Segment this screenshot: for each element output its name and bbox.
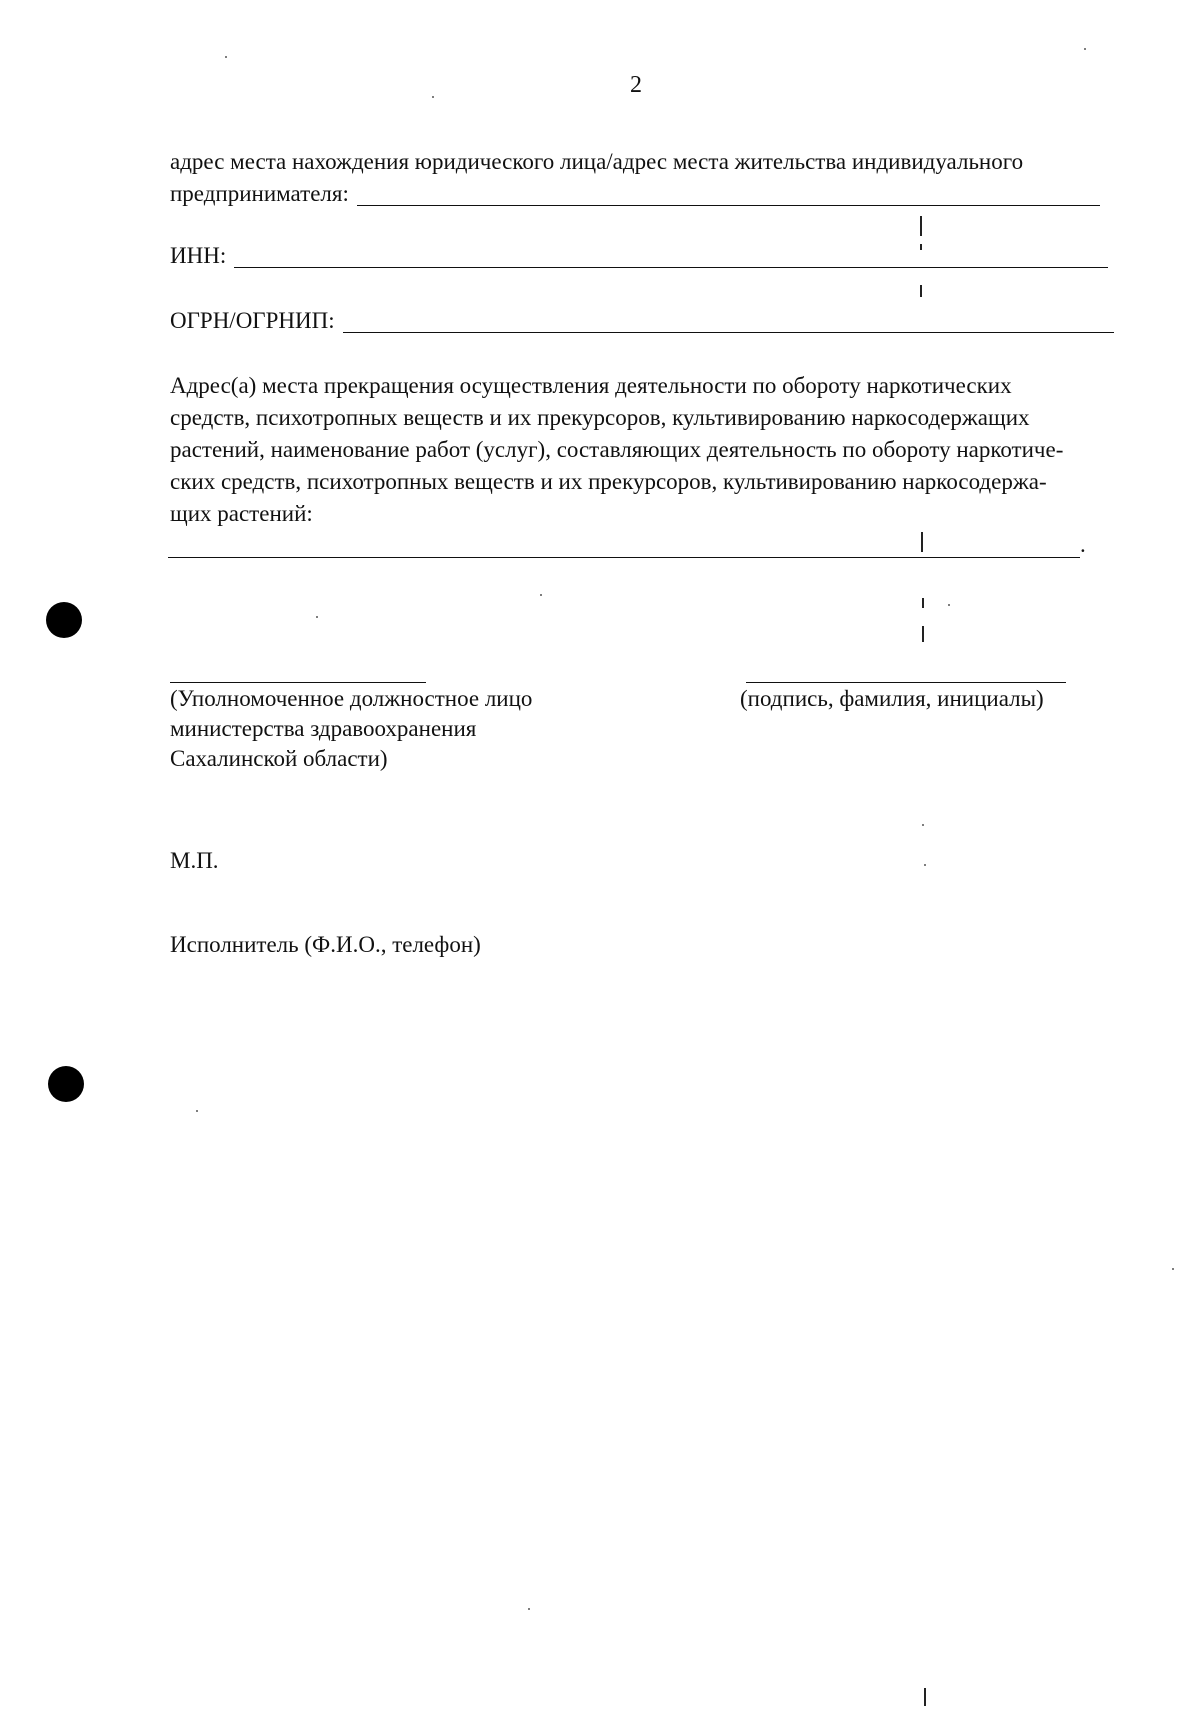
scan-artifact: [920, 285, 922, 297]
scan-artifact: [921, 532, 923, 552]
signature-line: [746, 682, 1066, 683]
official-line-2: министерства здравоохранения: [170, 716, 477, 741]
scan-speck: [922, 824, 924, 826]
punch-hole: [48, 1066, 84, 1102]
scan-artifact: [924, 1688, 926, 1706]
official-caption: [170, 684, 532, 774]
inn-fill-line: [234, 245, 1108, 268]
ogrn-label: ОГРН/ОГРНИП:: [170, 308, 335, 333]
places-line-4: ских средств, психотропных веществ и их прекурсоров, культивированию наркосодержа-: [170, 469, 1047, 494]
address-label: предпринимателя:: [170, 181, 349, 206]
inn-row: [170, 240, 1108, 272]
places-block: [170, 370, 1120, 530]
scan-artifact: [922, 598, 924, 608]
stamp-label: М.П.: [170, 848, 219, 873]
scan-speck: [528, 1608, 530, 1610]
ogrn-fill-line: [343, 310, 1114, 333]
places-line-3: растений, наименование работ (услуг), составляющих деятельность по обороту наркотиче-: [170, 437, 1064, 462]
address-block: [170, 146, 1100, 210]
address-fill-line: [357, 183, 1100, 206]
places-line-5: щих растений:: [170, 501, 313, 526]
scan-speck: [432, 96, 434, 98]
scan-speck: [948, 604, 950, 606]
inn-label: ИНН:: [170, 243, 227, 268]
official-signature-line: [170, 682, 426, 683]
scan-artifact: [922, 626, 924, 642]
places-fill-line: [168, 557, 1080, 558]
executor-label: Исполнитель (Ф.И.О., телефон): [170, 932, 481, 957]
official-line-3: Сахалинской области): [170, 746, 388, 771]
official-line-1: (Уполномоченное должностное лицо: [170, 686, 533, 711]
scan-speck: [196, 1110, 198, 1112]
signature-caption: (подпись, фамилия, инициалы): [740, 686, 1044, 711]
address-line-2: [170, 178, 1100, 210]
address-line-1: адрес места нахождения юридического лица/адрес места жительства индивидуального: [170, 149, 1024, 174]
scan-speck: [1172, 1268, 1174, 1270]
scan-speck: [316, 616, 318, 618]
scan-artifact: [920, 216, 922, 236]
places-end-mark: .: [1080, 532, 1086, 557]
places-line-2: средств, психотропных веществ и их прекурсоров, культивированию наркосодержащих: [170, 405, 1030, 430]
scan-speck: [1084, 48, 1086, 50]
punch-hole: [46, 602, 82, 638]
scan-speck: [924, 864, 926, 866]
page-number: 2: [630, 72, 642, 98]
ogrn-row: [170, 305, 1114, 337]
scan-speck: [540, 594, 542, 596]
scan-artifact: [920, 244, 922, 250]
scan-speck: [225, 56, 227, 58]
places-line-1: Адрес(а) места прекращения осуществления деятельности по обороту наркотических: [170, 373, 1012, 398]
